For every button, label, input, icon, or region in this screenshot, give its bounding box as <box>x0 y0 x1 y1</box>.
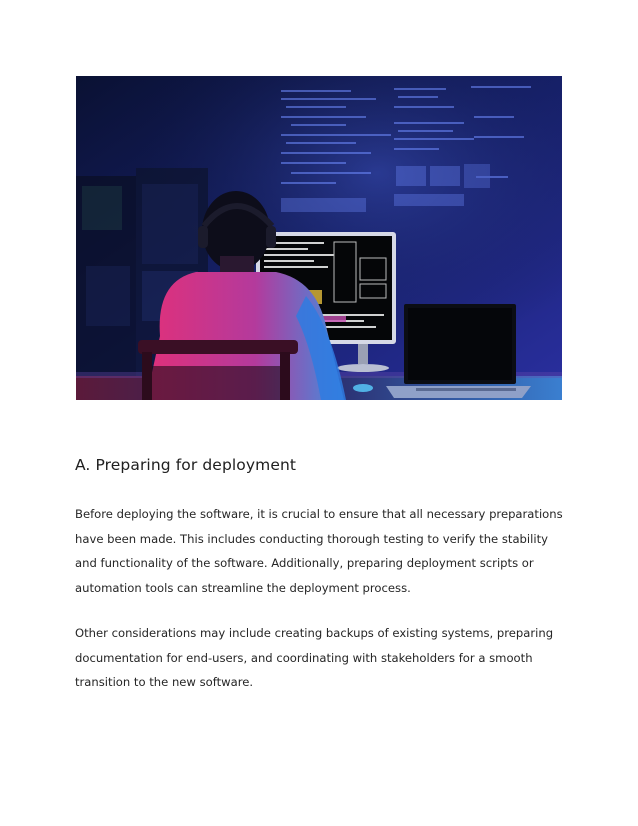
section-heading: A. Preparing for deployment <box>75 456 297 474</box>
hero-image <box>76 76 562 400</box>
paragraph-considerations: Other considerations may include creating backups of existing systems, preparing documentation for end-users, and coordinating with stakeholders for a smooth transition to the new software. <box>75 626 554 689</box>
chair <box>138 340 298 400</box>
laptop <box>386 304 531 398</box>
developer-photo-illustration <box>76 76 562 400</box>
mouse <box>353 384 373 392</box>
paragraph-preparations: Before deploying the software, it is crucial to ensure that all necessary preparations have been made. This includes conducting thorough testing to verify the stability and functionality of the software. Additionally, preparing deployment scripts or automation tools can streamline the deployment process. <box>75 507 563 595</box>
